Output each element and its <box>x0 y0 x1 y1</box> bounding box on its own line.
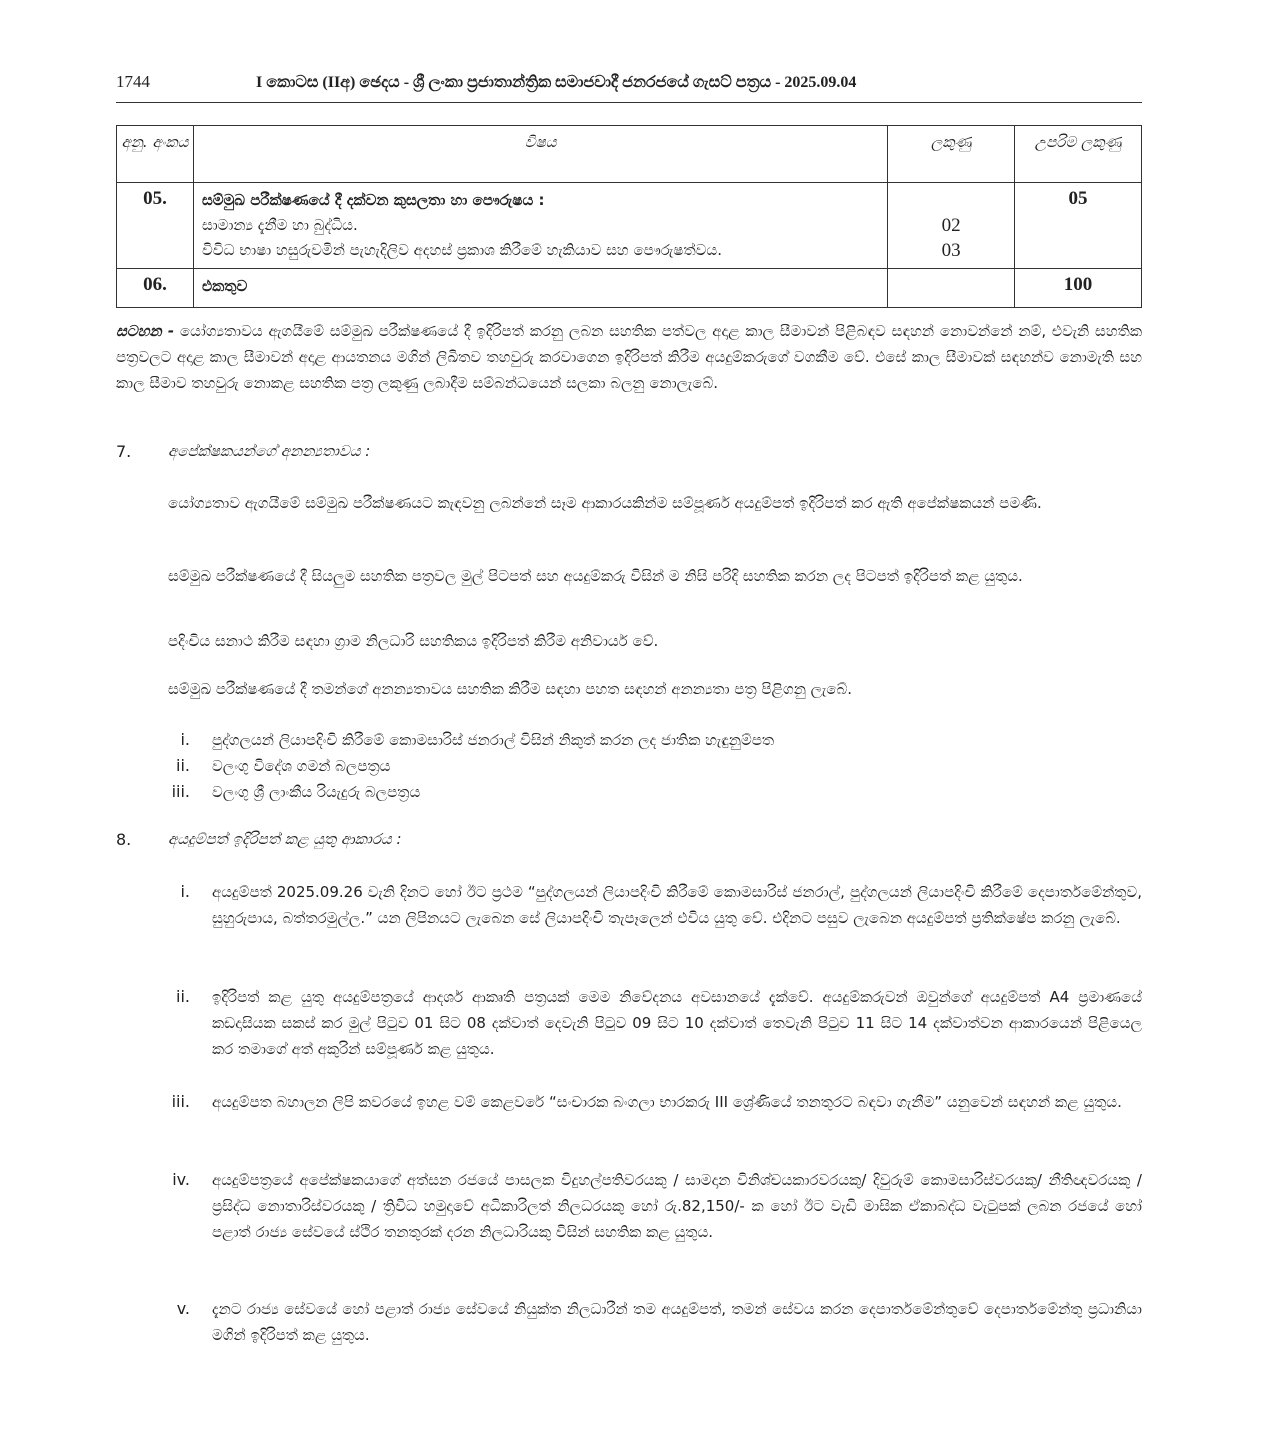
list-item <box>168 1167 1142 1245</box>
list-number: iv. <box>172 1170 190 1189</box>
section-title: අයදුම්පත් ඉදිරිපත් කළ යුතු ආකාරය : <box>168 830 402 848</box>
row-number: 05. <box>117 183 194 269</box>
paragraph: සම්මුඛ පරීක්ෂණයේ දී සියලුම සහතික පත්‍රවල මුල් පිටපත් සහ අයදුම්කරු විසින් ම නිසි පරිදි සහතික කරන ලද පිටපත් ඉදිරිපත් කළ යුතුය. <box>168 567 1023 585</box>
section-title: අපේක්ෂකයන්ගේ අනන්‍යතාවය : <box>168 442 371 460</box>
subject-item: සාමාන්‍ය දැනීම හා බුද්ධිය. <box>201 216 358 234</box>
list-item <box>168 984 1142 1062</box>
header-max-marks: උපරිම ලකුණු <box>1015 126 1142 183</box>
list-number: i. <box>180 882 190 901</box>
table-row-total <box>117 269 1142 308</box>
list-text: අයදුම්පත්‍රයේ අපේක්ෂකයාගේ අත්සන රජයේ පාසලක විදුහල්පතිවරයකු / සාමදාන විනිශ්චයකාරවරයකු/ දිවුරුම් කොමසාරිස්වරයකු/ නීතිඥවරයකු / ප්‍රසිද්ධ නොතාරිස්වරයකු / ත්‍රිවිධ හමුදාවේ අධිකාරිලත් නිලධරයකු හෝ රු.82,150/- ක හෝ ඊට වැඩි මාසික ඒකාබද්ධ වැටුපක් ලබන රජයේ හෝ පළාත් රාජ්‍ය සේවයේ ස්ථිර තනතුරක් දරන නිලධාරියකු විසින් සහතික කළ යුතුය. <box>212 1171 1142 1241</box>
total-max: 100 <box>1015 269 1142 308</box>
note-label: සටහන - <box>116 322 175 340</box>
list-number: ii. <box>176 987 190 1006</box>
marks-table <box>116 125 1142 308</box>
list-text: ඉදිරිපත් කළ යුතු අයදුම්පත්‍රයේ ආදර්ශ ආකෘති පත්‍රයක් මෙම නිවේදනය අවසානයේ දැක්වේ. අයදුම්කරුවන් ඔවුන්ගේ අයදුම්පත් A4 ප්‍රමාණයේ කඩදාසියක සකස් කර මුල් පිටුව 01 සිට 08 දක්වාත් දෙවැනි පිටුව 09 සිට 10 දක්වාත් තෙවැනි පිටුව 11 සිට 14 දක්වාත්වන ආකාරයෙන් පිළියෙල කර තමාගේ අත් අකුරින් සම්පූර්ණ කළ යුතුය. <box>212 988 1142 1058</box>
page-header <box>116 68 1142 103</box>
row-max: 05 <box>1015 183 1142 269</box>
header-subject: විෂය <box>193 126 887 183</box>
paragraph: යෝග්‍යතාව ඇගයීමේ සම්මුඛ පරීක්ෂණයට කැඳවනු ලබන්නේ සෑම ආකාරයකින්ම සම්පූර්ණ අයදුම්පත් ඉදිරිපත් කර ඇති අපේක්ෂකයන් පමණි. <box>168 494 1042 512</box>
paragraph: සම්මුඛ පරීක්ෂණයේ දී තමන්ගේ අනන්‍යතාවය සහතික කිරීම සඳහා පහත සඳහන් අනන්‍යතා පත්‍ර පිළිගනු ලැබේ. <box>168 680 853 698</box>
list-text: අයදුම්පත් 2025.09.26 වැනි දිනට හෝ ඊට ප්‍රථම “පුද්ගලයන් ලියාපදිංචි කිරීමේ කොමසාරිස් ජනරාල්, පුද්ගලයන් ලියාපදිංචි කිරීමේ දෙපාර්තමේන්තුව, සුහුරුපාය, බත්තරමුල්ල.” යන ලිපිනයට ලැබෙන සේ ලියාපදිංචි තැපෑලෙන් එවිය යුතු වේ. එදිනට පසුව ලැබෙන අයදුම්පත් ප්‍රතික්ෂේප කරනු ලැබේ. <box>212 883 1142 927</box>
page-number: 1744 <box>116 72 150 91</box>
list-number: iii. <box>171 782 190 801</box>
total-text: එකතුව <box>201 277 248 295</box>
list-item <box>168 779 1142 805</box>
list-number: ii. <box>176 756 190 775</box>
list-number: iii. <box>171 1092 190 1111</box>
mark-value: 02 <box>941 215 961 236</box>
header-serial: අනු. අංකය <box>117 126 194 183</box>
list-text: පුද්ගලයන් ලියාපදිංචි කිරීමේ කොමසාරිස් ජනරාල් විසින් නිකුත් කරන ලද ජාතික හැඳුනුම්පත <box>212 731 775 749</box>
list-item <box>168 1296 1142 1348</box>
subject-item: විවිධ භාෂා හසුරුවමින් පැහැදිලිව අදහස් ප්‍රකාශ කිරීමේ හැකියාව සහ පෞරුෂත්වය. <box>201 241 722 259</box>
row-marks <box>888 183 1015 269</box>
header-marks: ලකුණු <box>888 126 1015 183</box>
list-text: වලංගු ශ්‍රී ලාංකීය රියැදුරු බලපත්‍රය <box>212 783 421 801</box>
section-number: 8. <box>116 830 132 849</box>
list-item <box>168 727 1142 753</box>
list-item <box>168 753 1142 779</box>
note-paragraph <box>116 318 1142 396</box>
list-number: i. <box>180 730 190 749</box>
total-label <box>193 269 887 308</box>
list-number: v. <box>176 1299 190 1318</box>
list-text: දැනට රාජ්‍ය සේවයේ හෝ පළාත් රාජ්‍ය සේවයේ නියුක්ත නිලධාරීන් තම අයදුම්පත්, තමන් සේවය කරන දෙපාර්තමේන්තුවේ දෙපාර්තමේන්තු ප්‍රධානියා මගින් ඉදිරිපත් කළ යුතුය. <box>212 1300 1142 1344</box>
row-marks-empty <box>888 269 1015 308</box>
paragraph: පදිංචිය සනාථ කිරීම සඳහා ග්‍රාම නිලධාරි සහතිකය ඉදිරිපත් කිරීම අනිවාර්ය වේ. <box>168 632 659 650</box>
table-header-row <box>117 126 1142 183</box>
note-text: යෝග්‍යතාවය ඇගයීමේ සම්මුඛ පරීක්ෂණයේ දී ඉදිරිපත් කරනු ලබන සහතික පත්වල අදාළ කාල සීමාවන් පිළිබඳව සඳහන් නොවන්නේ නම්, එවැනි සහතික පත්‍රවලට අදාළ කාල සීමාවන් අදාළ ආයතනය මගින් ලිඛිතව තහවුරු කරවාගෙන ඉදිරිපත් කිරීම අයදුම්කරුගේ වගකීම වේ. එසේ කාල සීමාවක් සඳහන්ව නොමැති සහ කාල සීමාව තහවුරු නොකළ සහතික පත්‍ර ලකුණු ලබාදීම සම්බන්ධයෙන් සලකා බලනු නොලැබේ. <box>116 322 1142 392</box>
gazette-title: I කොටස (IIඅ) ඡෙදය - ශ්‍රී ලංකා ප්‍රජාතාන්ත්‍රික සමාජවාදී ජනරජයේ ගැසට් පත්‍රය - 2025.09.04 <box>256 74 857 91</box>
mark-value: 03 <box>941 240 961 261</box>
section-number: 7. <box>116 442 132 461</box>
list-item <box>168 879 1142 931</box>
subject-title: සම්මුඛ පරීක්ෂණයේ දී දක්වන කුසලතා හා පෞරුෂය : <box>201 191 545 209</box>
row-subject <box>193 183 887 269</box>
list-item <box>168 1089 1142 1115</box>
row-number: 06. <box>117 269 194 308</box>
table-row <box>117 183 1142 269</box>
list-text: අයදුම්පත බහාලන ලිපි කවරයේ ඉහළ වම් කෙළවරේ “සංචාරක බංගලා භාරකරු III ශ්‍රේණියේ තනතුරට බඳවා ගැනීම” යනුවෙන් සඳහන් කළ යුතුය. <box>212 1093 1122 1111</box>
list-text: වලංගු විදේශ ගමන් බලපත්‍රය <box>212 757 391 775</box>
